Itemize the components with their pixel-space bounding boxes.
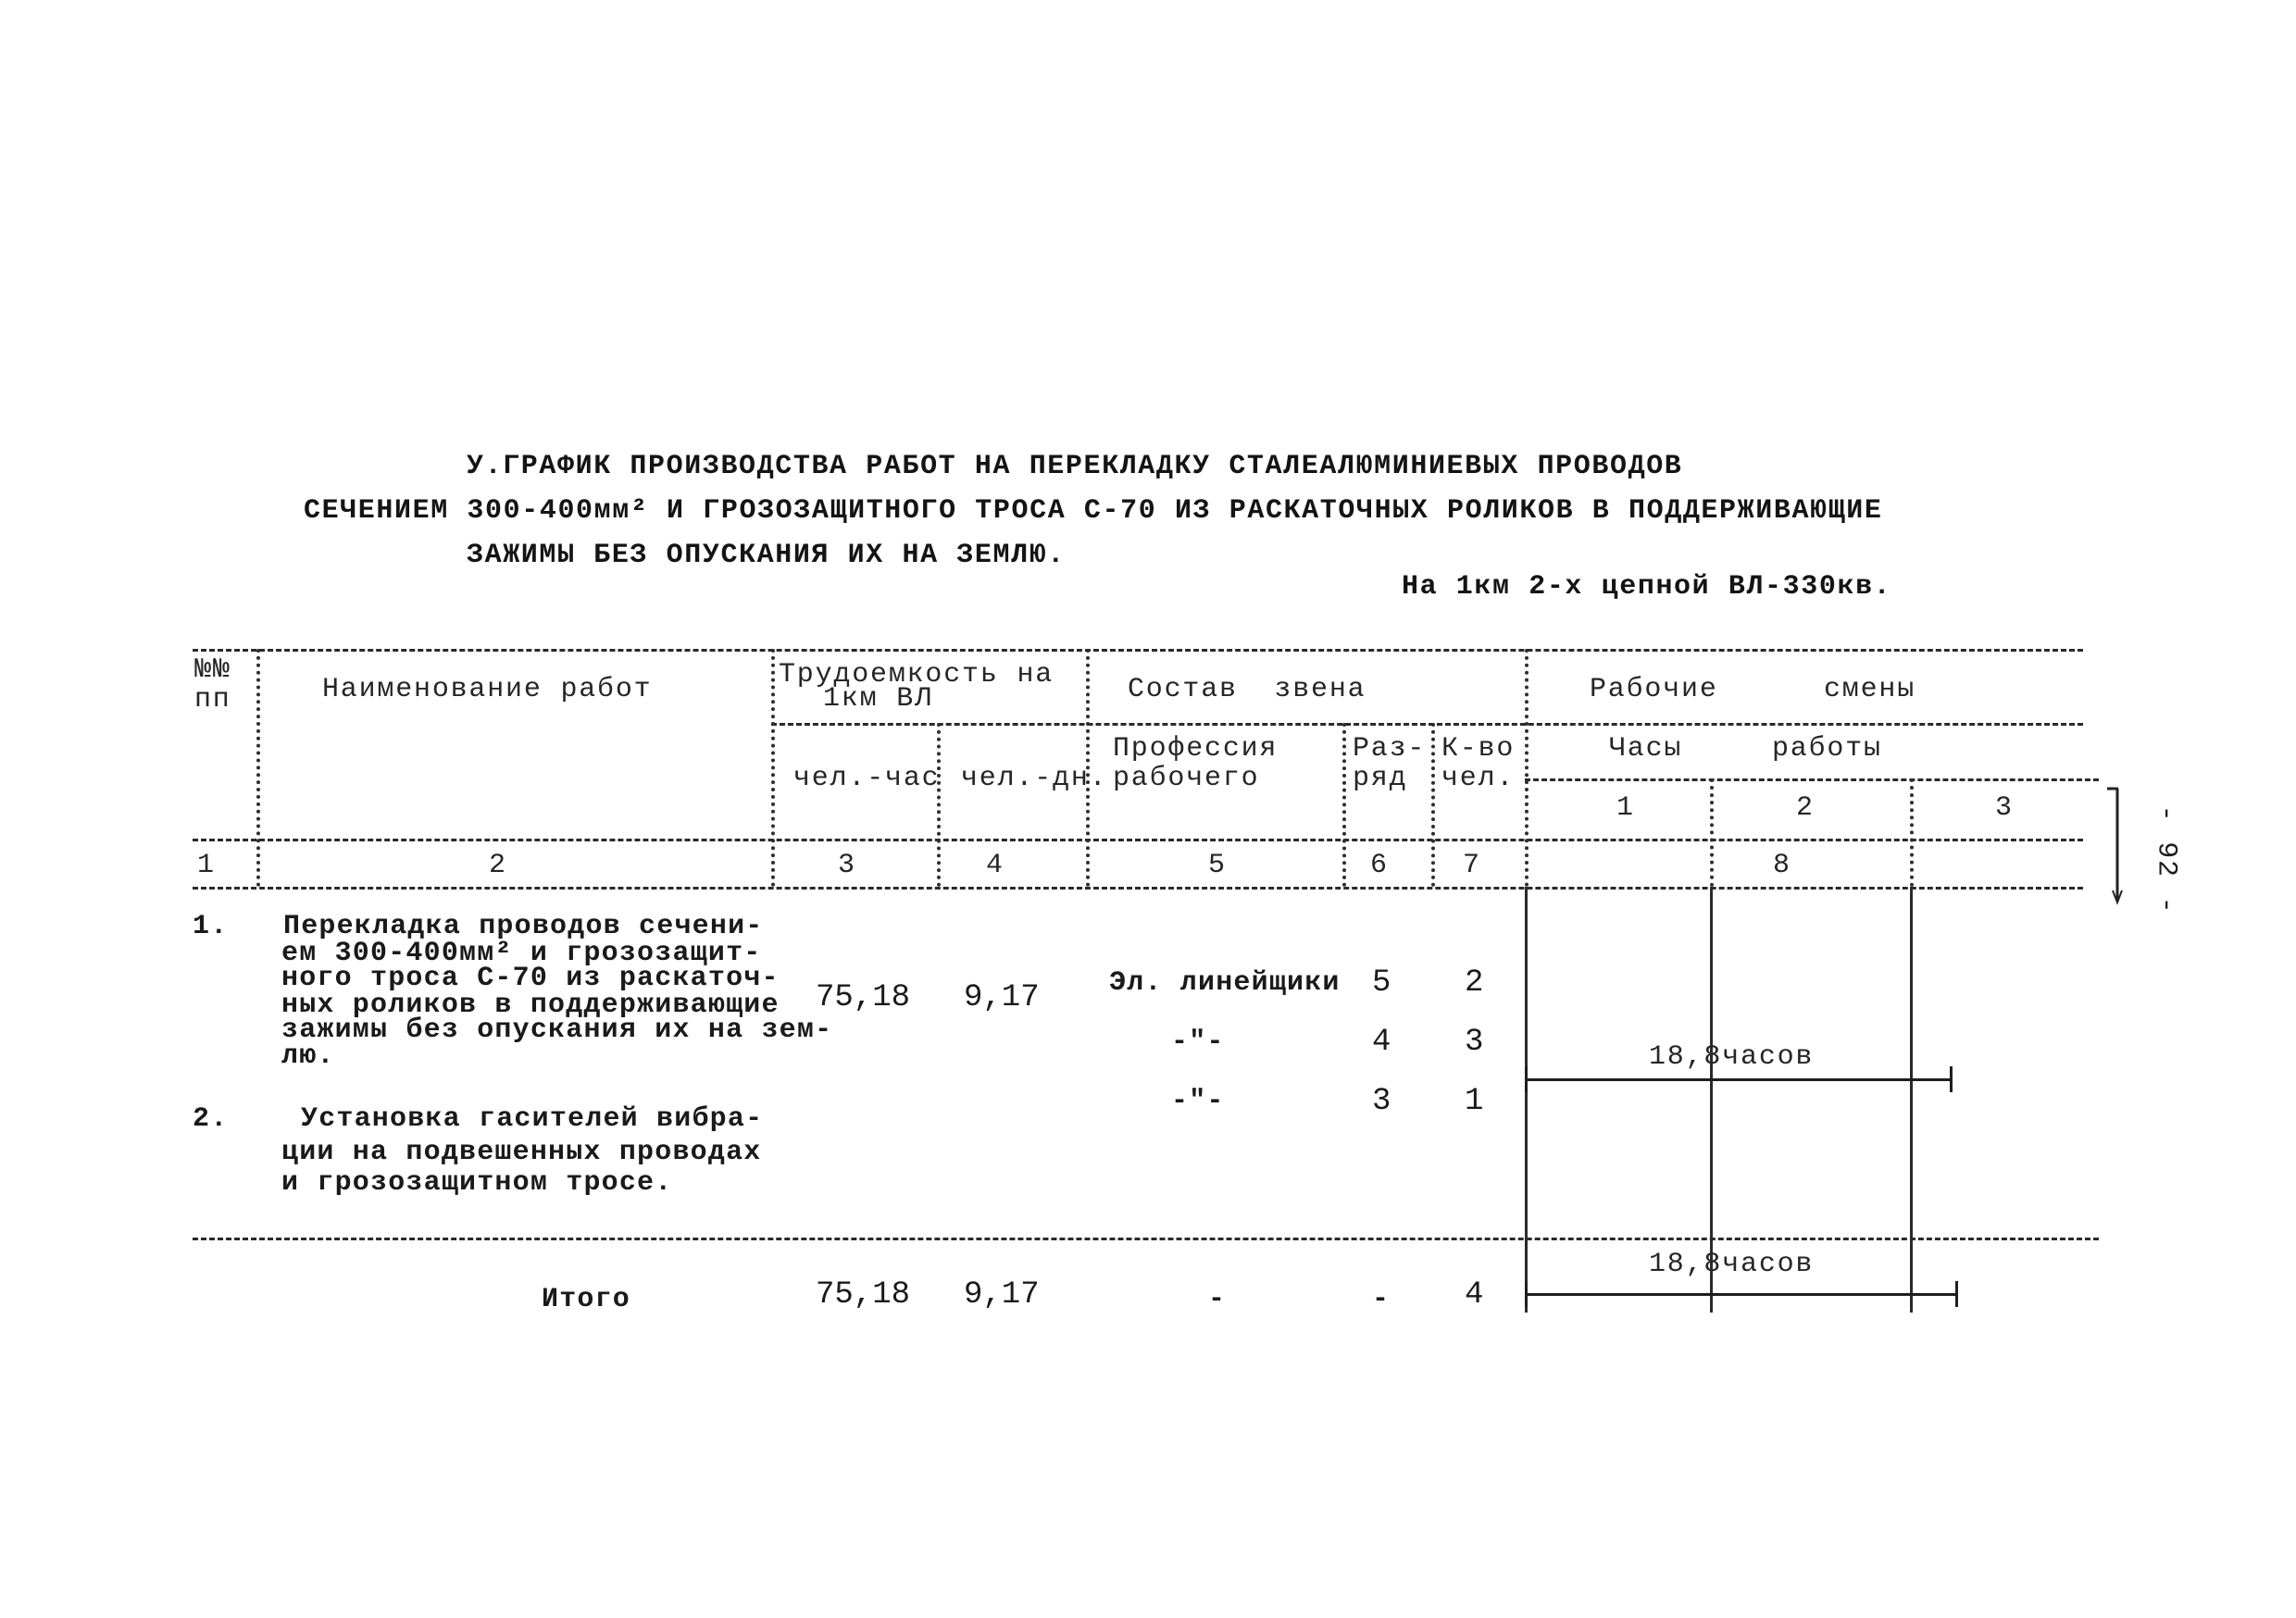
crew-profession-ditto: -"- [1171,1027,1225,1058]
header-shift-col-2: 2 [1796,792,1815,824]
column-number: 7 [1463,850,1481,881]
row-1-name-line: ем 300-400мм² и грозозащит- [281,938,762,969]
row-1-name-line: лю. [281,1040,335,1072]
total-man-hours: 75,18 [816,1277,911,1313]
hour-sep-1 [1710,778,1714,887]
column-number: 6 [1370,850,1389,881]
total-schedule-bar-end [1955,1281,1958,1307]
duration-label: 18,8часов [1649,1041,1815,1073]
shift-line-start [1525,887,1528,1313]
rule-header-bottom [193,839,2083,841]
header-labor-title-1: Трудоемкость на [779,659,1054,691]
header-hours-2: работы [1772,733,1882,765]
page-number: - 92 - [2150,804,2182,915]
crew-count: 3 [1465,1025,1484,1060]
crew-grade: 4 [1372,1025,1391,1060]
row-1-name-line: ного троса С-70 из раскаточ- [281,963,780,994]
col-sep-3 [937,723,941,887]
schedule-bar-end [1950,1066,1953,1092]
header-count-2: чел. [1441,763,1516,794]
crew-grade: 5 [1372,965,1391,1001]
column-number: 8 [1773,850,1791,881]
col-sep-7 [1525,649,1529,887]
header-shift-col-3: 3 [1995,792,2014,824]
hour-sep-2 [1910,778,1914,887]
rule-top [193,649,2083,652]
total-grade: - [1372,1284,1391,1315]
title-line-3: ЗАЖИМЫ БЕЗ ОПУСКАНИЯ ИХ НА ЗЕМЛЮ. [467,540,1066,571]
header-shift-col-1: 1 [1616,792,1635,824]
total-schedule-bar [1525,1293,1957,1296]
header-count-1: К-во [1441,733,1516,765]
rule-total [193,1238,2099,1240]
column-number: 2 [489,850,507,881]
header-grade-2: ряд [1353,763,1408,794]
labor-man-hours: 75,18 [816,980,911,1015]
crew-profession-ditto: -"- [1171,1086,1225,1117]
header-labor-title-2: 1км ВЛ [823,683,933,715]
header-num-2: пп [194,684,231,716]
col-sep-6 [1431,723,1435,887]
crew-grade: 3 [1372,1084,1391,1119]
labor-man-days: 9,17 [964,980,1040,1015]
header-shifts-title-2: смены [1824,674,1916,705]
total-profession: - [1208,1284,1227,1315]
header-grade-1: Раз- [1353,733,1427,765]
header-hours-1: Часы [1609,733,1683,765]
rule-subheader [771,723,2083,726]
row-2-number: 2. [193,1103,229,1135]
crew-count: 1 [1465,1084,1484,1119]
header-profession-2: рабочего [1113,763,1260,794]
row-2-name-line: и грозозащитном тросе. [281,1167,673,1199]
shift-line-2 [1910,887,1913,1313]
header-man-days: чел.-дн. [961,763,1108,794]
total-label: Итого [542,1284,631,1315]
schedule-bar [1525,1078,1952,1081]
row-2-name-line: ции на подвешенных проводах [281,1137,762,1168]
crew-count: 2 [1465,965,1484,1001]
rule-numbers-bottom [193,887,2083,890]
total-schedule-bar-start [1525,1281,1528,1307]
column-number: 1 [197,850,216,881]
row-2-name-line: Установка гасителей вибра- [301,1103,764,1135]
binding-mark [2102,785,2129,907]
total-count: 4 [1465,1277,1484,1313]
col-sep-1 [256,649,260,887]
title-line-2: СЕЧЕНИЕМ 300-400мм² И ГРОЗОЗАЩИТНОГО ТРОСА С-70 ИЗ РАСКАТОЧНЫХ РОЛИКОВ В ПОДДЕРЖИВАЮЩИЕ [304,495,1883,527]
header-shifts-title-1: Рабочие [1590,674,1718,705]
header-profession-1: Профессия [1113,733,1279,765]
total-man-days: 9,17 [964,1277,1040,1313]
col-sep-2 [771,649,775,887]
header-crew-title: Состав звена [1128,674,1366,705]
scope-note: На 1км 2-х цепной ВЛ-330кв. [1402,571,1892,603]
total-duration-label: 18,8часов [1649,1249,1815,1280]
title-line-1: У.ГРАФИК ПРОИЗВОДСТВА РАБОТ НА ПЕРЕКЛАДКУ СТАЛЕАЛЮМИНИЕВЫХ ПРОВОДОВ [467,451,1683,482]
header-work-name: Наименование работ [322,674,653,705]
crew-profession: Эл. линейщики [1109,967,1341,999]
header-man-hours: чел.-час [793,763,941,794]
schedule-bar-start [1525,1066,1528,1092]
rule-hours [1525,778,2099,781]
row-1-number: 1. [193,911,229,942]
column-number: 3 [838,850,856,881]
column-number: 4 [986,850,1004,881]
column-number: 5 [1208,850,1227,881]
col-sep-5 [1342,723,1346,887]
row-1-name-line: ных роликов в поддерживающие [281,989,780,1021]
row-1-name-line: зажимы без опускания их на зем- [281,1014,833,1046]
header-num-1: №№ [194,654,231,686]
row-1-name-line: Перекладка проводов сечени- [283,911,764,942]
